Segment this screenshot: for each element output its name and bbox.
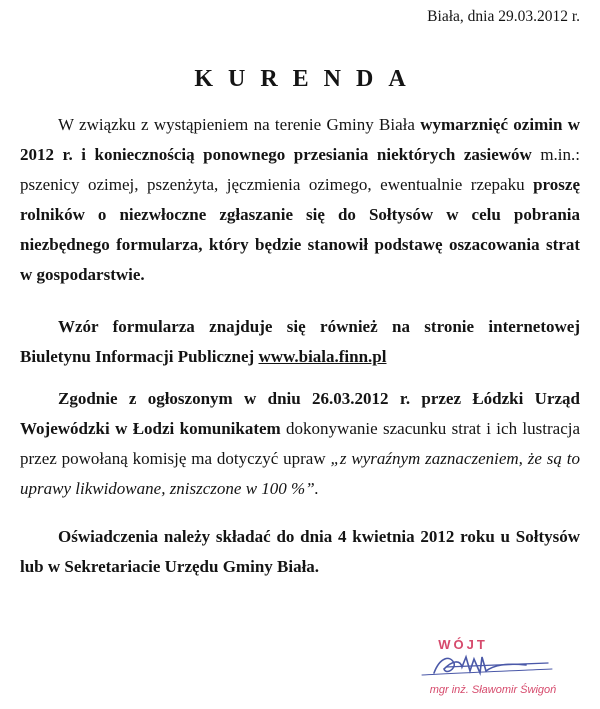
p2-bold-1: Wzór formularza znajduje się również na stronie internetowej Biuletynu Informacji Publicznej: [20, 317, 580, 366]
bip-link[interactable]: www.biala.finn.pl: [258, 347, 387, 366]
p1-text-2: m.in.: pszenicy ozimej, pszenżyta, jęczmienia ozimego, ewentualnie rzepaku: [20, 145, 580, 194]
p1-bold-1: wymarznięć ozimin w 2012 r. i koniecznością ponownego przesiania niektórych zasiewów: [20, 115, 581, 164]
stamp-name: mgr inż. Sławomir Świgoń: [429, 684, 557, 696]
paragraph-frost-damage: [20, 110, 580, 290]
document-title: KURENDA: [194, 66, 421, 92]
paragraph-form-template: [20, 312, 580, 372]
signature-scribble: [416, 651, 556, 681]
p1-bold-2: proszę rolników o niezwłoczne zgłaszanie się do Sołtysów w celu pobrania niezbędnego formularza, który będzie stanowił podstawę oszacowania strat w gospodarstwie.: [20, 175, 580, 284]
p4-bold-1: Oświadczenia należy składać do dnia 4 kwietnia 2012 roku u Sołtysów lub w Sekretariacie Urzędu Gminy Biała.: [20, 527, 580, 576]
stamp-title: WÓJT: [438, 637, 488, 652]
p3-text-1: dokonywanie szacunku strat i ich lustracja przez powołaną komisję ma dotyczyć upraw: [20, 419, 581, 468]
p3-italic-quote: „z wyraźnym zaznaczeniem, że są to uprawy likwidowane, zniszczone w 100 %”.: [20, 449, 580, 498]
paragraph-deadline: [20, 522, 580, 582]
p1-text-1: W związku z wystąpieniem na terenie Gminy Biała: [58, 115, 421, 134]
p3-bold-1: Zgodnie z ogłoszonym w dniu 26.03.2012 r. przez Łódzki Urząd Wojewódzki w Łodzi komunikatem: [20, 389, 580, 438]
document-date: Biała, dnia 29.03.2012 r.: [427, 8, 580, 25]
paragraph-voivodeship-announcement: [20, 384, 580, 504]
